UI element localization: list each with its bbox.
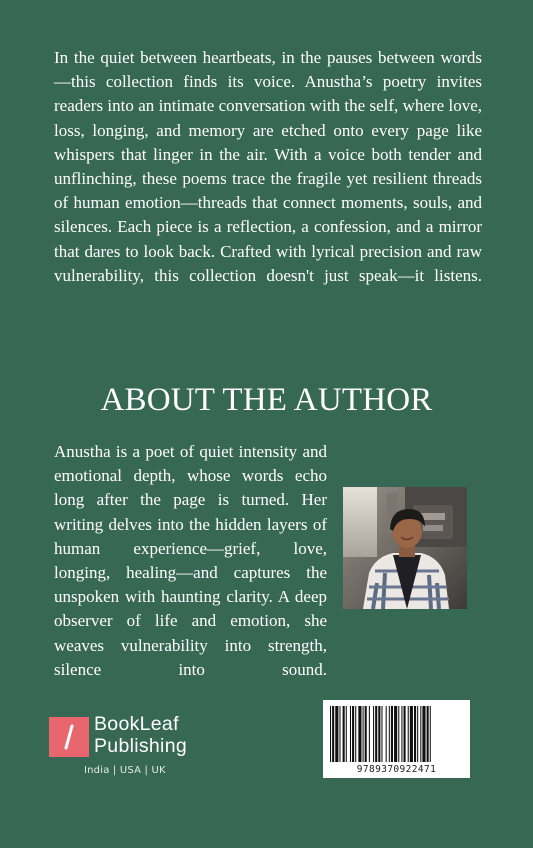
publisher-regions: India | USA | UK [84, 765, 166, 776]
bookleaf-logo-icon [49, 717, 89, 757]
isbn-number: 9789370922471 [356, 764, 437, 775]
back-cover-blurb: In the quiet between heartbeats, in the pauses between words—this collection finds its voice. Anustha’s poetry invites readers into an intimate conversation with the self, where love, loss, longing, and memory are etched onto every page like whispers that linger in the air. With a voice both tender and unflinching, these poems trace the fragile yet resilient threads of human emotion—threads that connect moments, souls, and silences. Each piece is a reflection, a confession, and a mirror that dares to look back. Crafted with lyrical precision and raw vulnerability, this collection doesn't just speak—it listens. [54, 48, 482, 285]
barcode-bars [323, 700, 470, 764]
isbn-barcode [323, 700, 470, 778]
publisher-name [94, 713, 187, 757]
about-author-heading: ABOUT THE AUTHOR [100, 382, 433, 418]
publisher-name-line1: BookLeaf [94, 713, 179, 735]
publisher-name-line2: Publishing [94, 735, 187, 757]
author-bio: Anustha is a poet of quiet intensity and emotional depth, whose words echo long after the page is turned. Her writing delves into the hidden layers of human experience—grief, love, longing, healing—and captures the unspoken with haunting clarity. A deep observer of life and emotion, she weaves vulnerability into strength, silence into sound. [54, 442, 327, 679]
author-photo [343, 487, 467, 609]
author-portrait-image [343, 487, 467, 609]
publisher-block [49, 712, 249, 782]
